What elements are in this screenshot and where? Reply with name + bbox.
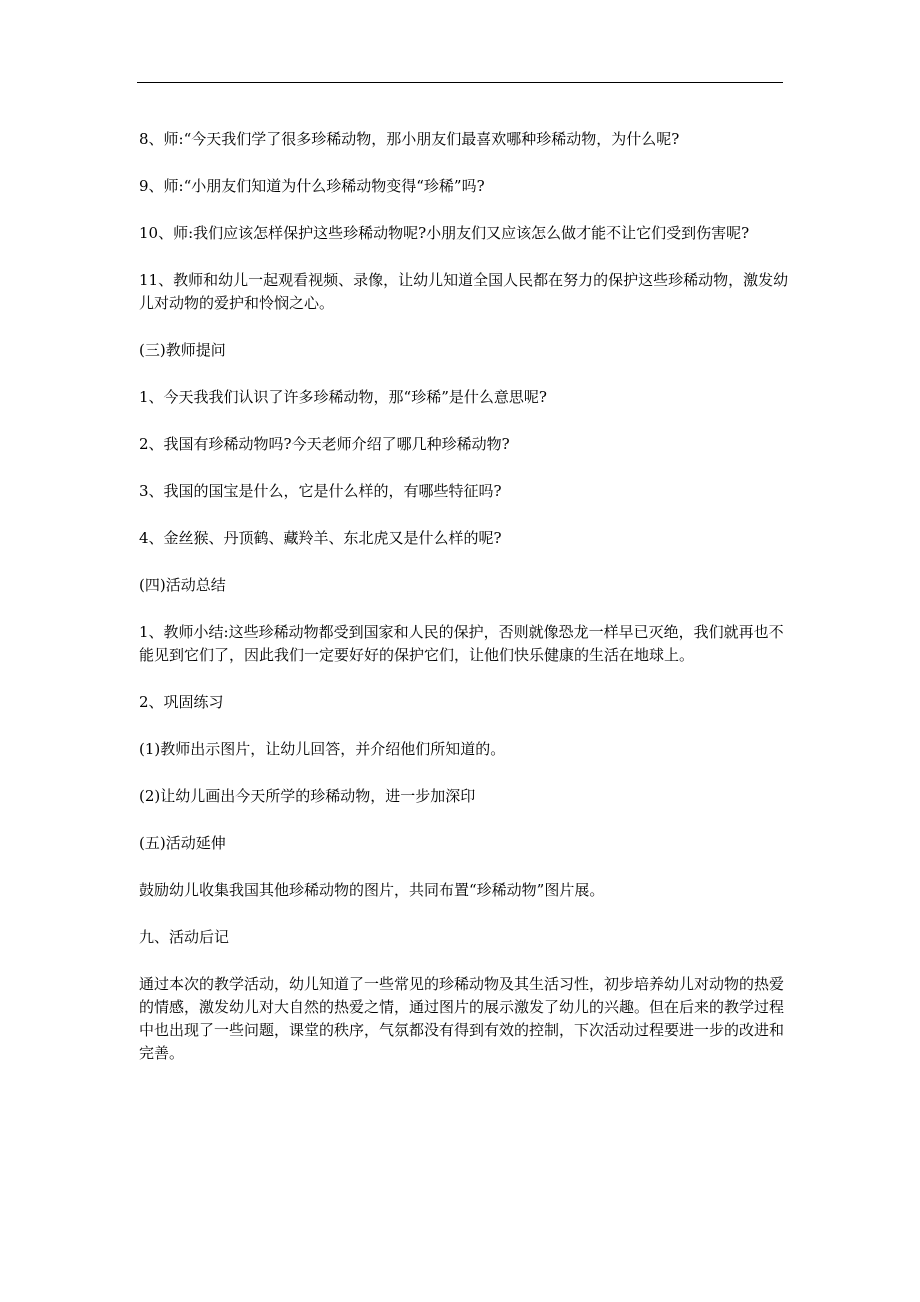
section-heading-questions: (三)教师提问	[139, 341, 226, 359]
document-body	[139, 128, 789, 1089]
question-item-2: 2、我国有珍稀动物吗?今天老师介绍了哪几种珍稀动物?	[139, 435, 510, 453]
summary-item-1: 1、教师小结:这些珍稀动物都受到国家和人民的保护，否则就像恐龙一样早已灭绝，我们就再也不能见到它们了，因此我们一定要好好的保护它们，让他们快乐健康的生活在地球上。	[139, 623, 784, 664]
paragraph-item-11: 11、教师和幼儿一起观看视频、录像，让幼儿知道全国人民都在努力的保护这些珍稀动物，激发幼儿对动物的爱护和怜悯之心。	[139, 271, 789, 312]
header-rule	[137, 82, 783, 83]
paragraph-item-9: 9、师:“小朋友们知道为什么珍稀动物变得“珍稀”吗?	[139, 177, 485, 195]
question-item-4: 4、金丝猴、丹顶鹤、藏羚羊、东北虎又是什么样的呢?	[139, 529, 502, 547]
question-item-3: 3、我国的国宝是什么，它是什么样的，有哪些特征吗?	[139, 482, 502, 500]
question-item-1: 1、今天我我们认识了许多珍稀动物，那“珍稀”是什么意思呢?	[139, 388, 547, 406]
paragraph-item-10: 10、师:我们应该怎样保护这些珍稀动物呢?小朋友们又应该怎么做才能不让它们受到伤害呢?	[139, 224, 750, 242]
summary-item-2: 2、巩固练习	[139, 693, 224, 711]
practice-item-1: (1)教师出示图片，让幼儿回答，并介绍他们所知道的。	[139, 740, 506, 758]
section-heading-reflection: 九、活动后记	[139, 928, 230, 946]
extension-item-1: 鼓励幼儿收集我国其他珍稀动物的图片，共同布置“珍稀动物”图片展。	[139, 881, 605, 899]
section-heading-summary: (四)活动总结	[139, 576, 226, 594]
section-heading-extension: (五)活动延伸	[139, 834, 226, 852]
practice-item-2: (2)让幼儿画出今天所学的珍稀动物，进一步加深印	[139, 787, 476, 805]
paragraph-item-8: 8、师:“今天我们学了很多珍稀动物，那小朋友们最喜欢哪种珍稀动物，为什么呢?	[139, 130, 680, 148]
reflection-paragraph: 通过本次的教学活动，幼儿知道了一些常见的珍稀动物及其生活习性，初步培养幼儿对动物的热爱的情感，激发幼儿对大自然的热爱之情，通过图片的展示激发了幼儿的兴趣。但在后来的教学过程中也出现了一些问题，课堂的秩序，气氛都没有得到有效的控制，下次活动过程要进一步的改进和完善。	[139, 975, 785, 1062]
